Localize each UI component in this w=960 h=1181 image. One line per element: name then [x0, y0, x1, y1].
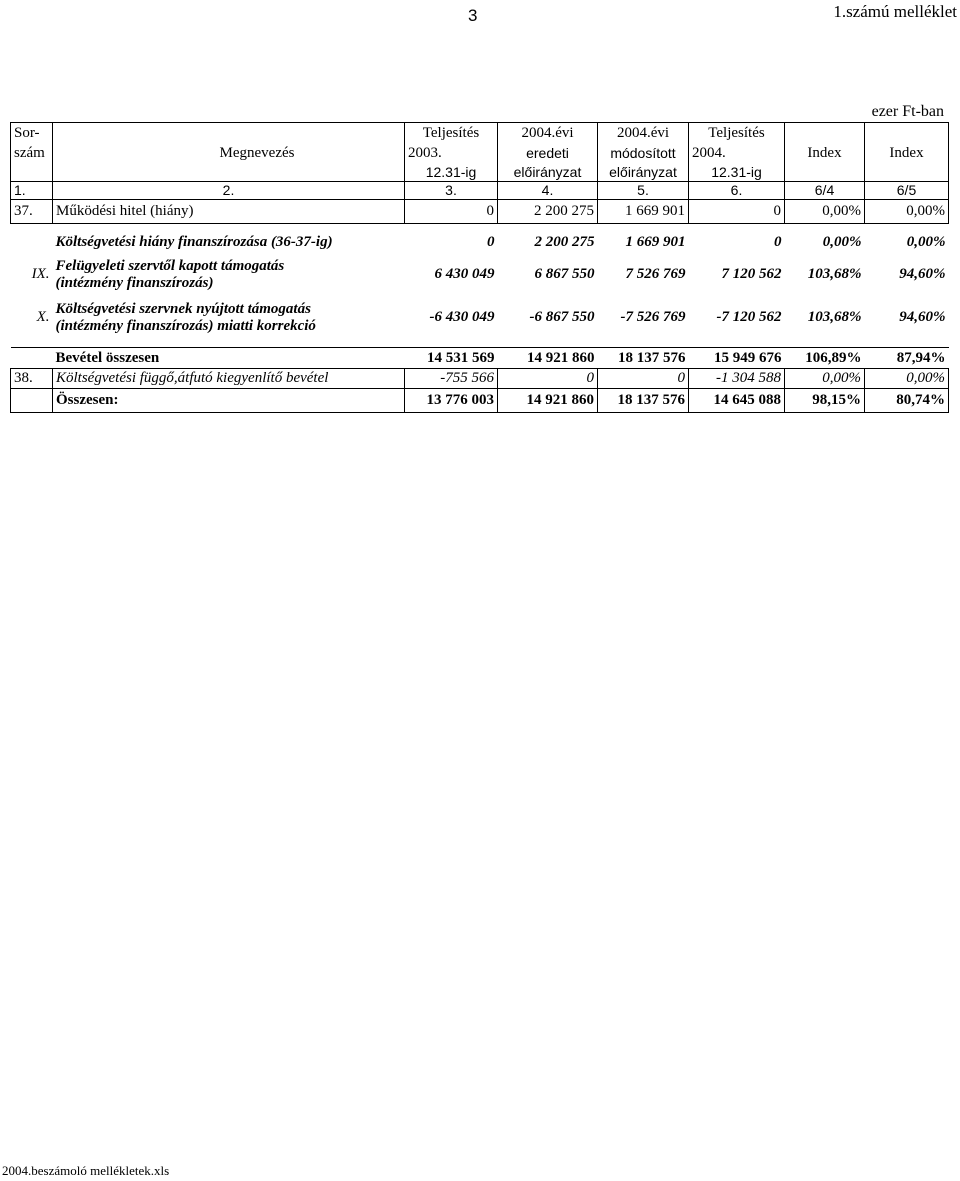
page-number: 3 — [468, 6, 478, 25]
header-col-2: 2004.évi — [498, 123, 598, 144]
header-col-1: Teljesítés — [405, 123, 498, 144]
header-sorszam: Sor- — [11, 123, 53, 144]
header-col-3: 2004.évi — [598, 123, 689, 144]
table-row: Bevétel összesen 14 531 569 14 921 860 18 137 576 15 949 676 106,89% 87,94% — [11, 348, 949, 369]
header-name: Megnevezés — [53, 144, 405, 164]
header-index-2: Index — [865, 144, 949, 164]
table-row: 38. Költségvetési függő,átfutó kiegyenlítő bevétel -755 566 0 0 -1 304 588 0,00% 0,00% — [11, 369, 949, 389]
header-col-4: Teljesítés — [689, 123, 785, 144]
attachment-label: 1.számú melléklet — [833, 2, 957, 21]
numbering-row: 1. 2. 3. 4. 5. 6. 6/4 6/5 — [11, 182, 949, 200]
header-row-1 — [11, 123, 949, 144]
table-row: 37. Működési hitel (hiány) 0 2 200 275 1 669 901 0 0,00% 0,00% — [11, 200, 949, 224]
table-row: IX. Felügyeleti szervtől kapott támogatás (intézmény finanszírozás) 6 430 049 6 867 550 7 526 769 7 120 562 103,68% 94,60% — [31, 257, 946, 291]
header-row-3: 12.31-ig előirányzat előirányzat 12.31-ig — [11, 164, 949, 182]
footer-filename: 2004.beszámoló mellékletek.xls — [2, 1163, 170, 1178]
budget-table — [10, 122, 949, 413]
table-row: Költségvetési hiány finanszírozása (36-37-ig) 0 2 200 275 1 669 901 0 0,00% 0,00% — [55, 234, 946, 250]
unit-label: ezer Ft-ban — [871, 103, 944, 120]
header-index-1: Index — [785, 144, 865, 164]
header-row-2: szám Megnevezés 2003. eredeti módosított 2004. Index Index — [11, 144, 949, 164]
table-row: Összesen: 13 776 003 14 921 860 18 137 576 14 645 088 98,15% 80,74% — [11, 389, 949, 413]
table-row: X. Költségvetési szervnek nyújtott támogatás (intézmény finanszírozás) miatti korrekció -6 430 049 -6 867 550 -7 526 769 -7 120 562 103,68% 94,60% — [36, 300, 946, 334]
